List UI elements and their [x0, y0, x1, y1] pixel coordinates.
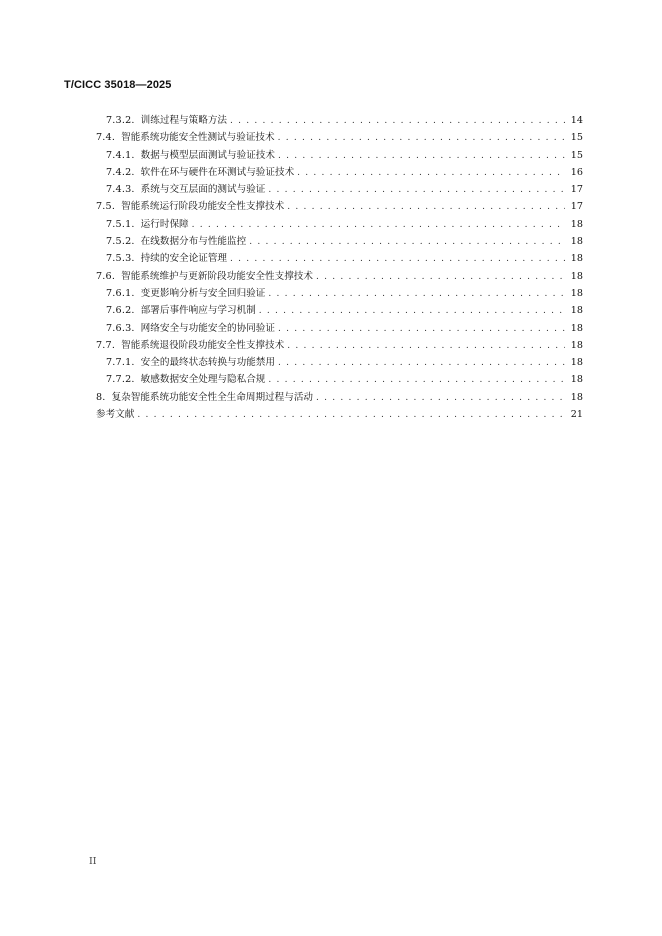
- toc-entry-page: 17: [570, 201, 583, 213]
- toc-entry-number: 8.: [96, 391, 106, 403]
- toc-dot-leader: [230, 254, 565, 264]
- toc-entry-page: 17: [570, 184, 583, 196]
- toc-entry-title: 运行时保障: [140, 218, 189, 230]
- toc-entry[interactable]: [96, 371, 583, 388]
- page-number: II: [89, 856, 97, 867]
- toc-entry-number: 7.5.3.: [106, 253, 135, 265]
- toc-entry-number: 7.4.: [96, 132, 116, 144]
- toc-entry-number: 7.5.: [96, 201, 116, 213]
- toc-entry-number: 7.6.: [96, 270, 116, 282]
- toc-entry-title: 部署后事件响应与学习机制: [140, 305, 256, 317]
- toc-dot-leader: [278, 151, 565, 161]
- toc-entry[interactable]: [96, 389, 583, 406]
- toc-entry[interactable]: [96, 337, 583, 354]
- toc-entry-number: 7.6.1.: [106, 287, 135, 299]
- toc-entry-title: 参考文献: [96, 409, 135, 421]
- toc-dot-leader: [137, 410, 564, 420]
- toc-entry[interactable]: [96, 129, 583, 146]
- toc-entry-title: 智能系统退役阶段功能安全性支撑技术: [121, 339, 285, 351]
- toc-dot-leader: [278, 324, 565, 334]
- toc-entry[interactable]: [96, 406, 583, 423]
- toc-entry[interactable]: [96, 147, 583, 164]
- toc-dot-leader: [287, 202, 565, 212]
- toc-entry-number: 7.4.2.: [106, 166, 135, 178]
- toc-dot-leader: [278, 133, 565, 143]
- toc-entry[interactable]: [96, 112, 583, 129]
- toc-entry-title: 软件在环与硬件在环测试与验证技术: [140, 166, 295, 178]
- toc-entry-page: 18: [570, 305, 583, 317]
- toc-dot-leader: [192, 220, 565, 230]
- toc-entry-number: 7.3.2.: [106, 115, 135, 126]
- toc-entry[interactable]: [96, 268, 583, 285]
- toc-entry-page: 18: [570, 322, 583, 334]
- table-of-contents: [96, 112, 583, 423]
- toc-dot-leader: [316, 272, 565, 282]
- toc-entry-page: 18: [570, 236, 583, 248]
- toc-entry-page: 14: [570, 115, 583, 126]
- toc-entry-number: 7.7.2.: [106, 374, 135, 386]
- toc-entry-title: 持续的安全论证管理: [140, 253, 228, 265]
- toc-entry-page: 18: [570, 218, 583, 230]
- toc-entry-title: 网络安全与功能安全的协同验证: [140, 322, 275, 334]
- toc-dot-leader: [278, 358, 565, 368]
- toc-entry-title: 敏感数据安全处理与隐私合规: [140, 374, 266, 386]
- toc-dot-leader: [268, 375, 564, 385]
- toc-entry-title: 安全的最终状态转换与功能禁用: [140, 357, 275, 369]
- toc-entry[interactable]: [96, 216, 583, 233]
- toc-entry-page: 18: [570, 270, 583, 282]
- toc-dot-leader: [268, 289, 564, 299]
- toc-entry[interactable]: [96, 233, 583, 250]
- toc-entry-title: 复杂智能系统功能安全性全生命周期过程与活动: [111, 391, 314, 403]
- toc-entry-page: 16: [570, 166, 583, 178]
- toc-dot-leader: [259, 306, 565, 316]
- toc-entry-title: 系统与交互层面的测试与验证: [140, 184, 266, 196]
- toc-entry-page: 18: [570, 357, 583, 369]
- toc-entry-title: 变更影响分析与安全回归验证: [140, 287, 266, 299]
- toc-entry[interactable]: [96, 354, 583, 371]
- toc-entry[interactable]: [96, 285, 583, 302]
- toc-entry-number: 7.4.1.: [106, 149, 135, 161]
- toc-entry-page: 18: [570, 253, 583, 265]
- toc-dot-leader: [287, 341, 565, 351]
- toc-dot-leader: [316, 393, 565, 403]
- toc-entry-page: 15: [570, 132, 583, 144]
- toc-entry[interactable]: [96, 198, 583, 215]
- toc-entry[interactable]: [96, 320, 583, 337]
- toc-entry-page: 18: [570, 339, 583, 351]
- toc-entry-page: 18: [570, 287, 583, 299]
- toc-dot-leader: [268, 185, 564, 195]
- toc-dot-leader: [230, 116, 565, 126]
- toc-entry-number: 7.5.1.: [106, 218, 135, 230]
- toc-entry-title: 智能系统功能安全性测试与验证技术: [121, 132, 275, 144]
- toc-entry-page: 15: [570, 149, 583, 161]
- toc-entry[interactable]: [96, 181, 583, 198]
- toc-entry-title: 在线数据分布与性能监控: [140, 236, 247, 248]
- toc-entry-number: 7.6.2.: [106, 305, 135, 317]
- toc-entry-number: 7.7.1.: [106, 357, 135, 369]
- toc-entry-title: 智能系统维护与更新阶段功能安全性支撑技术: [121, 270, 313, 282]
- toc-entry-title: 智能系统运行阶段功能安全性支撑技术: [121, 201, 285, 213]
- toc-dot-leader: [297, 168, 565, 178]
- toc-entry-title: 训练过程与策略方法: [140, 115, 228, 126]
- toc-entry-number: 7.7.: [96, 339, 116, 351]
- toc-entry-title: 数据与模型层面测试与验证技术: [140, 149, 275, 161]
- toc-entry-page: 21: [570, 409, 583, 421]
- toc-entry-page: 18: [570, 391, 583, 403]
- toc-entry-number: 7.5.2.: [106, 236, 135, 248]
- toc-dot-leader: [249, 237, 565, 247]
- toc-entry-number: 7.4.3.: [106, 184, 135, 196]
- toc-entry[interactable]: [96, 302, 583, 319]
- toc-entry-number: 7.6.3.: [106, 322, 135, 334]
- document-id-header: T/CICC 35018—2025: [64, 79, 172, 91]
- toc-entry[interactable]: [96, 164, 583, 181]
- toc-entry-page: 18: [570, 374, 583, 386]
- toc-entry[interactable]: [96, 250, 583, 267]
